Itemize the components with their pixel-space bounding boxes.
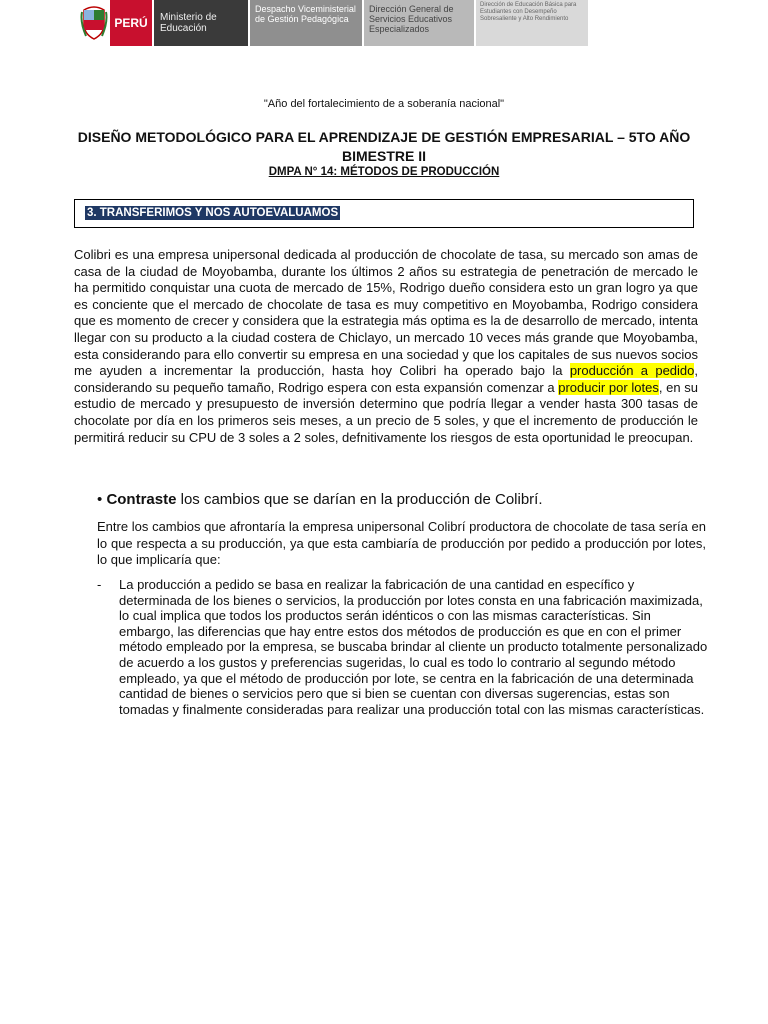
institution-header (78, 0, 596, 46)
dash-symbol: - (97, 577, 102, 592)
vice-ministry-label: Despacho Viceministerial de Gestión Pedagógica (250, 0, 362, 46)
direction2-label: Dirección de Educación Básica para Estudiantes con Desempeño Sobresaliente y Alto Rendimiento (476, 0, 588, 46)
highlight-produccion-a-pedido: producción a pedido (569, 363, 695, 379)
answer-list-item (97, 577, 709, 717)
title-line-2: BIMESTRE II (341, 148, 426, 164)
section-heading: 3. TRANSFERIMOS Y NOS AUTOEVALUAMOS (87, 207, 339, 219)
paragraph-text-1: Colibri es una empresa unipersonal dedicada al producción de chocolate de tasa, su mercado son amas de casa de la ciudad de Moyobamba, durante los últimos 2 años su estrategia de penetración de mercado le ha permitido conquistar una cuota de mercado de 15%, Rodrigo dueño considera esto un gran logro ya que es conciente que el mercado de chocolate de tasa es muy competitivo en Moyobamba, Rodrigo considera que es momento de crecer y considera que la estrategia más optima es la de desarrollo de mercado, intenta llegar con su producto a la ciudad costera de Chiclayo, un mercado 10 veces más grande que Moyobamba, esta considerando para ello convertir su empresa en una sociedad y que los capitales de sus nuevos socios me ayuden a incrementar la producción, hasta hoy Colibri ha operado bajo la (74, 247, 698, 379)
bullet-bold-word: Contraste (106, 491, 177, 508)
case-paragraph (74, 247, 698, 446)
answer-paragraph: Entre los cambios que afrontaría la empresa unipersonal Colibrí productora de chocolate de tasa sería en lo que respecta a su producción, ya que esta cambiaría de producción por pedido a producción por lotes, lo que implicaría que: (97, 519, 706, 568)
document-subtitle: DMPA N° 14: MÉTODOS DE PRODUCCIÓN (268, 166, 500, 178)
document-title (74, 128, 694, 166)
question-bullet (97, 491, 543, 508)
list-item-text: La producción a pedido se basa en realizar la fabricación de una cantidad en específico y determinada de los bienes o servicios, la producción por lotes consta en una fabricación maximizada, lo cual implica que todos los productos serán idénticos o con las mismas características. Sin embargo, las diferencias que hay entre estos dos métodos de producción es que en con el primer método empleado por la empresa, se buscaba brindar al cliente un producto totalmente personalizado de acuerdo a los gustos y preferencias sugeridas, lo cual es todo lo contrario al segundo método empleado, ya que el método de producción por lote, se centra en la fabricación de una determinada cantidad de bienes o servicios pero que si bien se cuentan con diversas sugerencias, estas son tomadas y finalmente consideradas para realizar una producción total con las mismas características. (119, 577, 708, 717)
direction-label: Dirección General de Servicios Educativos Especializados (364, 0, 474, 46)
highlight-producir-por-lotes: producir por lotes (558, 379, 659, 395)
paragraph-text-3: , en su estudio de mercado y presupuesto de inversión determino que podría llegar a vender hasta 300 tasas de chocolate por día en los primeros seis meses, a un precio de 5 soles, y que el incremento de producción le permitirá reducir su CPU de 3 soles a 2 soles, defnitivamente los riesgos de esta oportunidad le preocupan. (74, 379, 698, 445)
coat-of-arms-icon (78, 0, 110, 44)
paragraph-text-2: , considerando su pequeño tamaño, Rodrigo espera con esta expansión comenzar a (74, 363, 699, 395)
peru-label: PERÚ (110, 0, 152, 46)
year-motto: "Año del fortalecimiento de a soberanía nacional" (263, 98, 505, 110)
section-box (74, 199, 694, 228)
bullet-rest: los cambios que se darían en la producción de Colibrí. (176, 491, 543, 508)
bullet-symbol: • (97, 491, 103, 508)
ministry-label: Ministerio de Educación (154, 0, 248, 46)
title-line-1: DISEÑO METODOLÓGICO PARA EL APRENDIZAJE DE GESTIÓN EMPRESARIAL – 5TO AÑO (77, 129, 691, 145)
